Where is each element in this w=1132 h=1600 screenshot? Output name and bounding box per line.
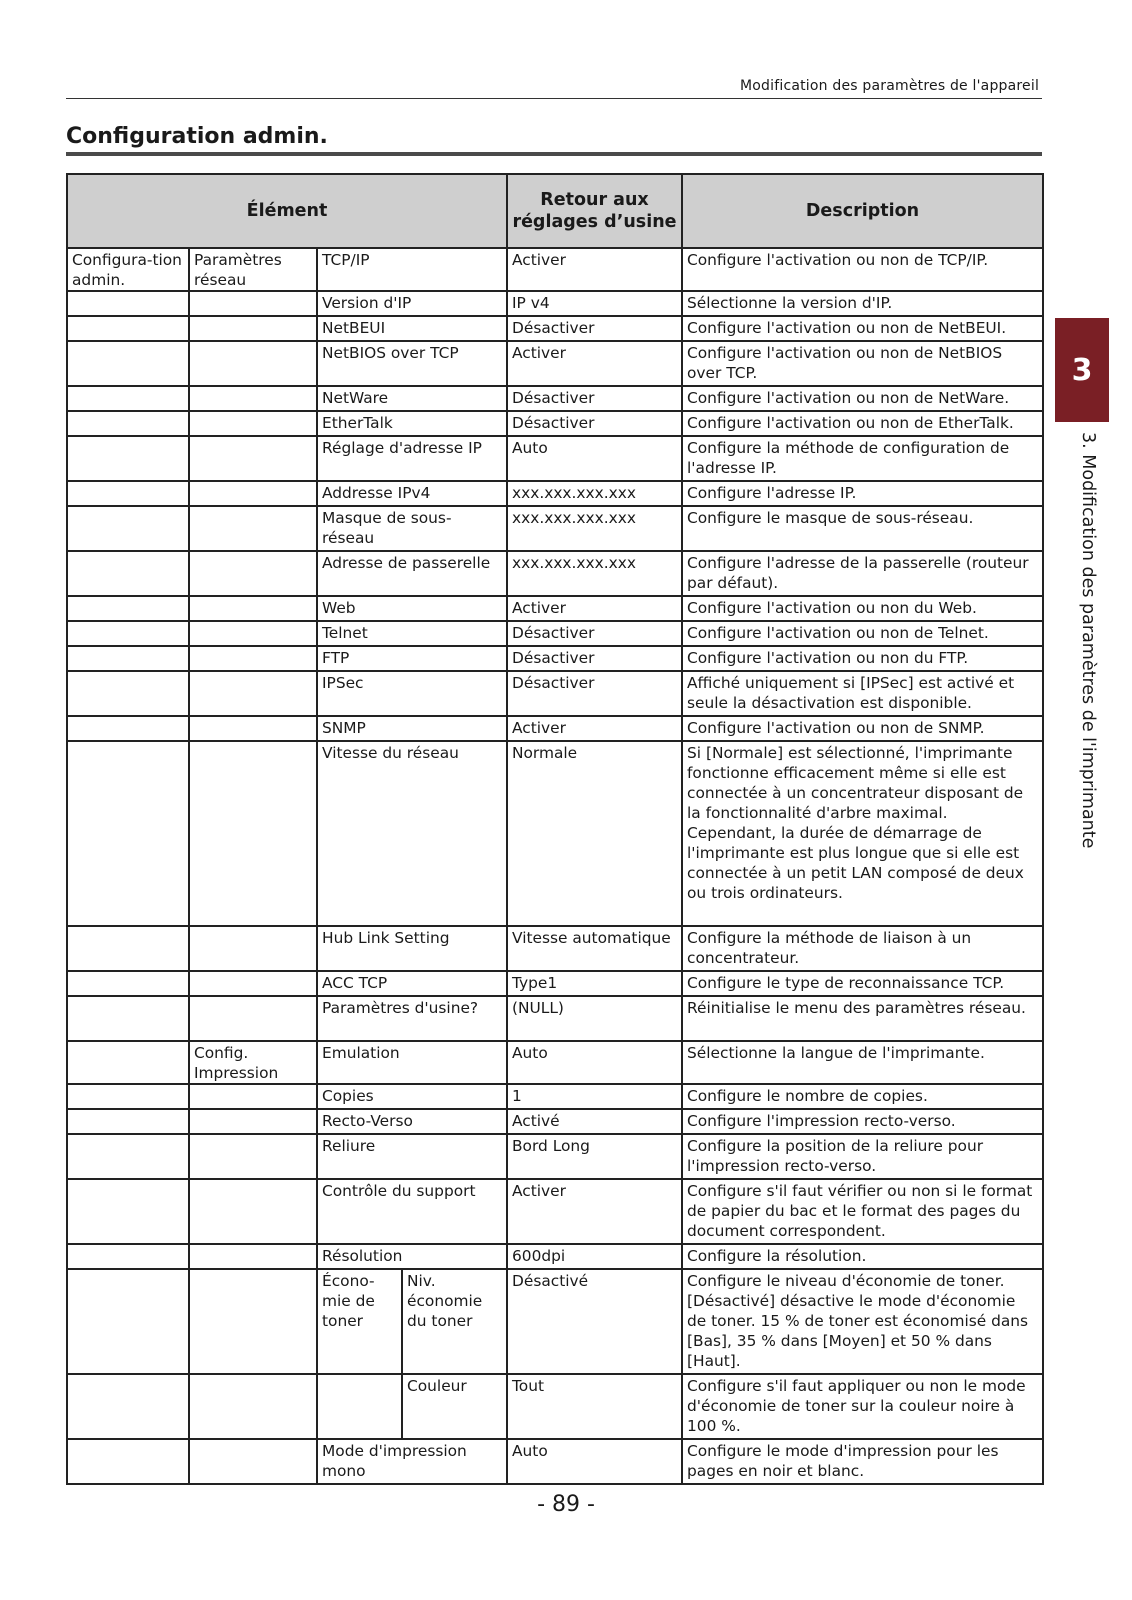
table-row bbox=[67, 411, 1043, 436]
description-text: Configure l'activation ou non du FTP. bbox=[682, 646, 1043, 671]
factory-value: Vitesse automatique bbox=[507, 926, 682, 971]
description-text: Configure l'activation ou non de EtherTalk. bbox=[682, 411, 1043, 436]
table-row bbox=[67, 1084, 1043, 1109]
table-row bbox=[67, 248, 1043, 291]
item-label: Résolution bbox=[317, 1244, 507, 1269]
table-row bbox=[67, 1244, 1043, 1269]
table-row bbox=[67, 341, 1043, 386]
table-body bbox=[67, 248, 1043, 1484]
group-cell bbox=[67, 741, 189, 926]
subgroup-cell bbox=[189, 741, 317, 926]
group-cell bbox=[67, 411, 189, 436]
factory-value: Désactiver bbox=[507, 646, 682, 671]
description-text: Si [Normale] est sélectionné, l'imprimante fonctionne efficacement même si elle est connectée à un concentrateur disposant de la fonctionnalité d'arbre maximal. Cependant, la durée de démarrage de l'imprimante est plus longue que si elle est connectée à un petit LAN composé de deux ou trois ordinateurs. bbox=[682, 741, 1043, 926]
factory-value: Désactiver bbox=[507, 386, 682, 411]
item-label: NetBIOS over TCP bbox=[317, 341, 507, 386]
group-cell bbox=[67, 341, 189, 386]
group-cell bbox=[67, 1109, 189, 1134]
item-label: Paramètres d'usine? bbox=[317, 996, 507, 1041]
subgroup-cell bbox=[189, 506, 317, 551]
item-cell bbox=[317, 1374, 402, 1439]
table-row bbox=[67, 926, 1043, 971]
description-text: Configure la position de la reliure pour l'impression recto-verso. bbox=[682, 1134, 1043, 1179]
subgroup-cell bbox=[189, 1439, 317, 1484]
item-label: ACC TCP bbox=[317, 971, 507, 996]
factory-value: 600dpi bbox=[507, 1244, 682, 1269]
item-label: SNMP bbox=[317, 716, 507, 741]
table-row bbox=[67, 996, 1043, 1041]
subgroup-cell bbox=[189, 1134, 317, 1179]
item-label: Mode d'impression mono bbox=[317, 1439, 507, 1484]
group-cell bbox=[67, 506, 189, 551]
table-row bbox=[67, 386, 1043, 411]
header-element: Élément bbox=[67, 174, 507, 248]
description-text: Configure la résolution. bbox=[682, 1244, 1043, 1269]
table-row bbox=[67, 1134, 1043, 1179]
description-text: Configure le type de reconnaissance TCP. bbox=[682, 971, 1043, 996]
group-cell bbox=[67, 1134, 189, 1179]
item-label: Écono-mie de toner bbox=[317, 1269, 402, 1374]
item-label: NetWare bbox=[317, 386, 507, 411]
table-row bbox=[67, 1041, 1043, 1084]
item-label: Emulation bbox=[317, 1041, 507, 1084]
subgroup-label: Paramètres réseau bbox=[189, 248, 317, 291]
factory-value: Auto bbox=[507, 1041, 682, 1084]
group-cell bbox=[67, 1084, 189, 1109]
table-row bbox=[67, 316, 1043, 341]
subgroup-cell bbox=[189, 596, 317, 621]
description-text: Configure le mode d'impression pour les pages en noir et blanc. bbox=[682, 1439, 1043, 1484]
subgroup-cell bbox=[189, 551, 317, 596]
table-row bbox=[67, 1374, 1043, 1439]
table-row bbox=[67, 596, 1043, 621]
factory-value: Désactivé bbox=[507, 1269, 682, 1374]
description-text: Affiché uniquement si [IPSec] est activé et seule la désactivation est disponible. bbox=[682, 671, 1043, 716]
factory-value: Désactiver bbox=[507, 671, 682, 716]
item-label: Version d'IP bbox=[317, 291, 507, 316]
description-text: Configure l'adresse IP. bbox=[682, 481, 1043, 506]
description-text: Configure le niveau d'économie de toner. [Désactivé] désactive le mode d'économie de toner. 15 % de toner est économisé dans [Bas], 35 % dans [Moyen] et 50 % dans [Haut]. bbox=[682, 1269, 1043, 1374]
group-cell bbox=[67, 1041, 189, 1084]
description-text: Sélectionne la version d'IP. bbox=[682, 291, 1043, 316]
group-cell bbox=[67, 926, 189, 971]
table-row bbox=[67, 1269, 1043, 1374]
title-rule bbox=[66, 152, 1042, 156]
subgroup-cell bbox=[189, 996, 317, 1041]
factory-value: Désactiver bbox=[507, 621, 682, 646]
header-factory-reset: Retour aux réglages d’usine bbox=[507, 174, 682, 248]
description-text: Configure la méthode de liaison à un concentrateur. bbox=[682, 926, 1043, 971]
table-row bbox=[67, 716, 1043, 741]
description-text: Configure l'activation ou non de Telnet. bbox=[682, 621, 1043, 646]
subgroup-cell bbox=[189, 671, 317, 716]
description-text: Configure le masque de sous-réseau. bbox=[682, 506, 1043, 551]
subgroup-cell bbox=[189, 1374, 317, 1439]
description-text: Configure s'il faut vérifier ou non si le format de papier du bac et le format des pages du document correspondent. bbox=[682, 1179, 1043, 1244]
description-text: Configure l'activation ou non de NetWare. bbox=[682, 386, 1043, 411]
subgroup-label: Config. Impression bbox=[189, 1041, 317, 1084]
subgroup-cell bbox=[189, 386, 317, 411]
group-cell bbox=[67, 1244, 189, 1269]
factory-value: Désactiver bbox=[507, 316, 682, 341]
table-row bbox=[67, 1179, 1043, 1244]
item-label: Addresse IPv4 bbox=[317, 481, 507, 506]
group-cell bbox=[67, 436, 189, 481]
item-label: Web bbox=[317, 596, 507, 621]
factory-value: xxx.xxx.xxx.xxx bbox=[507, 481, 682, 506]
item-label: Recto-Verso bbox=[317, 1109, 507, 1134]
group-cell bbox=[67, 646, 189, 671]
table-row bbox=[67, 506, 1043, 551]
table-row bbox=[67, 671, 1043, 716]
subgroup-cell bbox=[189, 1179, 317, 1244]
factory-value: Type1 bbox=[507, 971, 682, 996]
factory-value: (NULL) bbox=[507, 996, 682, 1041]
subgroup-cell bbox=[189, 646, 317, 671]
item-label: Vitesse du réseau bbox=[317, 741, 507, 926]
subgroup-cell bbox=[189, 716, 317, 741]
item-label: FTP bbox=[317, 646, 507, 671]
header-rule bbox=[66, 98, 1042, 99]
running-header: Modification des paramètres de l'appareil bbox=[740, 78, 1040, 94]
group-cell bbox=[67, 481, 189, 506]
table-row bbox=[67, 551, 1043, 596]
item-label: EtherTalk bbox=[317, 411, 507, 436]
factory-value: Activer bbox=[507, 1179, 682, 1244]
sub-item-label: Couleur bbox=[402, 1374, 507, 1439]
config-table bbox=[66, 173, 1044, 1485]
sub-item-label: Niv. économie du toner bbox=[402, 1269, 507, 1374]
description-text: Configure l'adresse de la passerelle (routeur par défaut). bbox=[682, 551, 1043, 596]
item-label: Réglage d'adresse IP bbox=[317, 436, 507, 481]
subgroup-cell bbox=[189, 436, 317, 481]
group-cell bbox=[67, 621, 189, 646]
group-cell bbox=[67, 386, 189, 411]
description-text: Configure l'impression recto-verso. bbox=[682, 1109, 1043, 1134]
factory-value: Activer bbox=[507, 716, 682, 741]
factory-value: Normale bbox=[507, 741, 682, 926]
description-text: Configure l'activation ou non de NetBIOS over TCP. bbox=[682, 341, 1043, 386]
group-cell bbox=[67, 596, 189, 621]
subgroup-cell bbox=[189, 1269, 317, 1374]
group-cell bbox=[67, 1179, 189, 1244]
factory-value: Bord Long bbox=[507, 1134, 682, 1179]
factory-value: 1 bbox=[507, 1084, 682, 1109]
table-row bbox=[67, 1109, 1043, 1134]
subgroup-cell bbox=[189, 621, 317, 646]
description-text: Configure l'activation ou non de SNMP. bbox=[682, 716, 1043, 741]
item-label: Hub Link Setting bbox=[317, 926, 507, 971]
item-label: Contrôle du support bbox=[317, 1179, 507, 1244]
group-cell bbox=[67, 1269, 189, 1374]
factory-value: Tout bbox=[507, 1374, 682, 1439]
factory-value: Activer bbox=[507, 596, 682, 621]
subgroup-cell bbox=[189, 481, 317, 506]
subgroup-cell bbox=[189, 411, 317, 436]
item-label: Reliure bbox=[317, 1134, 507, 1179]
factory-value: Activer bbox=[507, 248, 682, 291]
section-title: Configuration admin. bbox=[66, 124, 328, 149]
description-text: Configure la méthode de configuration de l'adresse IP. bbox=[682, 436, 1043, 481]
item-label: TCP/IP bbox=[317, 248, 507, 291]
description-text: Configure s'il faut appliquer ou non le mode d'économie de toner sur la couleur noire à 100 %. bbox=[682, 1374, 1043, 1439]
item-label: NetBEUI bbox=[317, 316, 507, 341]
group-cell bbox=[67, 291, 189, 316]
item-label: Masque de sous-réseau bbox=[317, 506, 507, 551]
table-row bbox=[67, 1439, 1043, 1484]
subgroup-cell bbox=[189, 971, 317, 996]
description-text: Configure l'activation ou non de NetBEUI. bbox=[682, 316, 1043, 341]
group-cell bbox=[67, 316, 189, 341]
description-text: Configure l'activation ou non du Web. bbox=[682, 596, 1043, 621]
table-row bbox=[67, 436, 1043, 481]
table-row bbox=[67, 621, 1043, 646]
factory-value: Auto bbox=[507, 436, 682, 481]
table-row bbox=[67, 971, 1043, 996]
factory-value: IP v4 bbox=[507, 291, 682, 316]
group-cell bbox=[67, 551, 189, 596]
group-cell bbox=[67, 671, 189, 716]
subgroup-cell bbox=[189, 926, 317, 971]
subgroup-cell bbox=[189, 291, 317, 316]
chapter-tab: 3 bbox=[1055, 318, 1109, 422]
factory-value: Activé bbox=[507, 1109, 682, 1134]
group-cell bbox=[67, 1374, 189, 1439]
subgroup-cell bbox=[189, 1084, 317, 1109]
group-cell bbox=[67, 971, 189, 996]
group-cell bbox=[67, 1439, 189, 1484]
item-label: Copies bbox=[317, 1084, 507, 1109]
group-label: Configura-tion admin. bbox=[67, 248, 189, 291]
chapter-side-title: 3. Modification des paramètres de l'imprimante bbox=[1078, 432, 1098, 849]
table-row bbox=[67, 741, 1043, 926]
header-description: Description bbox=[682, 174, 1043, 248]
subgroup-cell bbox=[189, 341, 317, 386]
factory-value: Désactiver bbox=[507, 411, 682, 436]
group-cell bbox=[67, 996, 189, 1041]
table-row bbox=[67, 481, 1043, 506]
factory-value: Activer bbox=[507, 341, 682, 386]
page-number: - 89 - bbox=[537, 1492, 595, 1517]
description-text: Configure l'activation ou non de TCP/IP. bbox=[682, 248, 1043, 291]
factory-value: xxx.xxx.xxx.xxx bbox=[507, 551, 682, 596]
description-text: Réinitialise le menu des paramètres réseau. bbox=[682, 996, 1043, 1041]
factory-value: xxx.xxx.xxx.xxx bbox=[507, 506, 682, 551]
table-row bbox=[67, 291, 1043, 316]
subgroup-cell bbox=[189, 1244, 317, 1269]
description-text: Sélectionne la langue de l'imprimante. bbox=[682, 1041, 1043, 1084]
table-row bbox=[67, 646, 1043, 671]
item-label: Telnet bbox=[317, 621, 507, 646]
subgroup-cell bbox=[189, 1109, 317, 1134]
factory-value: Auto bbox=[507, 1439, 682, 1484]
item-label: Adresse de passerelle bbox=[317, 551, 507, 596]
item-label: IPSec bbox=[317, 671, 507, 716]
group-cell bbox=[67, 716, 189, 741]
subgroup-cell bbox=[189, 316, 317, 341]
description-text: Configure le nombre de copies. bbox=[682, 1084, 1043, 1109]
